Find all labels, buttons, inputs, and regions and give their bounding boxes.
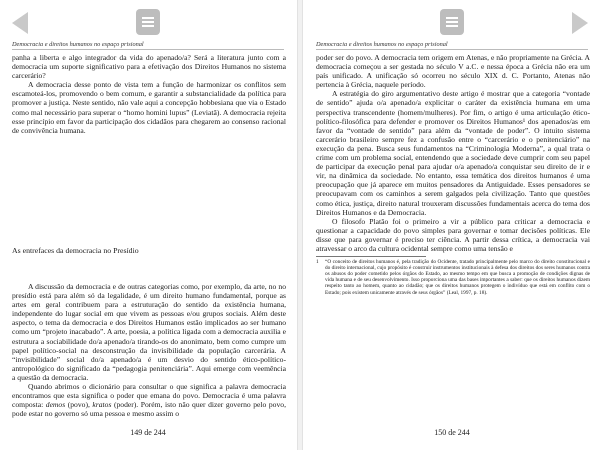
right-nav-bar <box>304 9 600 39</box>
left-section-heading <box>12 246 286 255</box>
paragraph: A democracia desse ponto de vista tem a função de harmonizar os conflitos sem escamoteá-los, promovendo o bem comum, e garantir a substancialidade da política para promover a justiça. Neste sentido, não vale aqui a concepção hobbesiana que via o Estado como mal necessário para superar o “homo homini lupus” (Leviatã). A democracia rejeita esse princípio em favor da participação dos cidadãos para chegarem ao consenso racional de convivência humana. <box>12 80 286 135</box>
left-page-body <box>12 53 286 135</box>
section-title: As entrefaces da democracia no Presídio <box>12 246 139 255</box>
footnote <box>316 259 590 296</box>
menu-list-icon[interactable] <box>136 9 160 35</box>
menu-list-icon[interactable] <box>440 9 464 35</box>
prev-page-arrow-icon[interactable] <box>12 12 28 34</box>
page-number: 150 de 244 <box>434 428 470 437</box>
paragraph: O filosofo Platão foi o primeiro a vir a público para criticar a democracia e questionar a capacidade do povo simples para governar e tomar decisões políticas. Ele disse que para governar é preciso ter ciência. A partir dessa crítica, a democracia vai atravessar o arco da cultura ocidental sempre como uma tensão e <box>316 216 590 253</box>
footnote-number: 1 <box>316 259 319 266</box>
left-nav-bar <box>0 9 296 39</box>
page-number: 149 de 244 <box>130 428 166 437</box>
running-head: Democracia e direitos humanos no espaço prisional <box>12 41 284 50</box>
next-page-arrow-icon[interactable] <box>572 12 588 34</box>
paragraph: poder ser do povo. A democracia tem origem em Atenas, e não propriamente na Grécia. A democracia começou a ser gestada no século V a.C. e nessa época a Grécia não era um país unificado. A unificação só ocorreu no século XIX d. C. Portanto, Atenas não pertencia à Grécia, naquele período. <box>316 53 590 90</box>
left-page <box>0 0 296 450</box>
page-gutter <box>297 0 303 450</box>
paragraph: Quando abrimos o dicionário para consultar o que significa a palavra democracia encontramos que esta significa o poder que emana do povo. Democracia é uma palavra composta: demos (povo), kratos (poder). Porém, isto não quer dizer governo pelo povo, pode estar no governo só uma pessoa e mesmo assim o <box>12 382 286 419</box>
right-page-body <box>316 53 590 296</box>
footnote-divider <box>316 256 426 257</box>
paragraph: A estratégia do giro argumentativo deste artigo é mostrar que a categoria “vontade de sentido” ajuda o/a apenado/a explicitar o caráter da existência humana em uma perspectiva transcendente (homem/mulheres). Por fim, o artigo é uma articulação ético-político-filosófica para defender e promover os Direitos Humanos¹ dos apenados/as em favor da “vontade de sentido” para além da “vontade de poder”. O intuito sistema carcerário brasileiro sempre fez a confusão entre o “carcerário e o penitenciário” na execução da pena. Busca seus fundamentos na “Criminologia Moderna”, a qual trata o crime com um problema social, entendendo que a sociedade deve cumprir com seu papel de participar da execução penal para ajudar o/a apenado/a conquistar seu direito de ir e vir, na dinâmica da sociedade. No entanto, essa temática dos direitos humanos é uma preocupação que já aparece em muitos pensadores da Antiguidade. Esses pensadores se preocupavam com os caminhos a serem galgados pela civilização. Tanto que questões como ética, justiça, direito natural trouxeram discussões fundamentais acerca do tema dos Direitos Humanos e da Democracia. <box>316 89 590 217</box>
footnote-text: “O conceito de direitos humanos é, pela tradição do Ocidente, tratado principalmente pelo marco do direito constitucional e do direito internacional, cujo propósito é construir instrumentos institucionais à defesa dos direitos dos seres humanos contra os abusos do poder cometido pelos órgãos do Estado, ao mesmo tempo em que busca a promoção de condições dignas de vida humana e de seu desenvolvimento. Isso proporciona uma das bases importantes a saber: que os direitos humanos dizem respeito tanto ao homem, quanto ao cidadão; que os direitos humanos protegem o indivíduo que está em conflito com o Estado; pois existem unicamente através de seus órgãos” (Leal, 1997, p. 18). <box>325 259 590 296</box>
paragraph: A discussão da democracia e de outras categorias como, por exemplo, da arte, no no presídio está para além só da legalidade, é um direito humano fundamental, porque as artes em geral contribuem para a estruturação do sentido da existência humana, independente do lugar social em que vivem as pessoas e/ou grupos sociais. Além deste aspecto, o tema da democracia e dos Direitos Humanos estão implicados ao ser humano como um “projeto inacabado”. A arte, poesia, a política ligada com a democracia auxilia e estrutura a sociabilidade do/a apenado/a tirando-os do anonimato, bem como cumpre um papel político-social na desconstrução da invisibilidade da população carcerária. A “invisibilidade” social do/a apenado/a é um desvio do sentido ético-político-antropológico do significado da “pedagogia penitenciária”. Aqui emerge com veemência a questão da democracia. <box>12 282 286 382</box>
right-page <box>304 0 600 450</box>
running-head: Democracia e direitos humanos no espaço prisional <box>316 41 588 50</box>
paragraph: panha a liberta e algo integrador da vida do apenado/a? Será a literatura junto com a democracia um suporte significativo para a efetivação dos Direitos Humanos no sistema carcerário? <box>12 53 286 81</box>
left-page-body-2 <box>12 282 286 418</box>
